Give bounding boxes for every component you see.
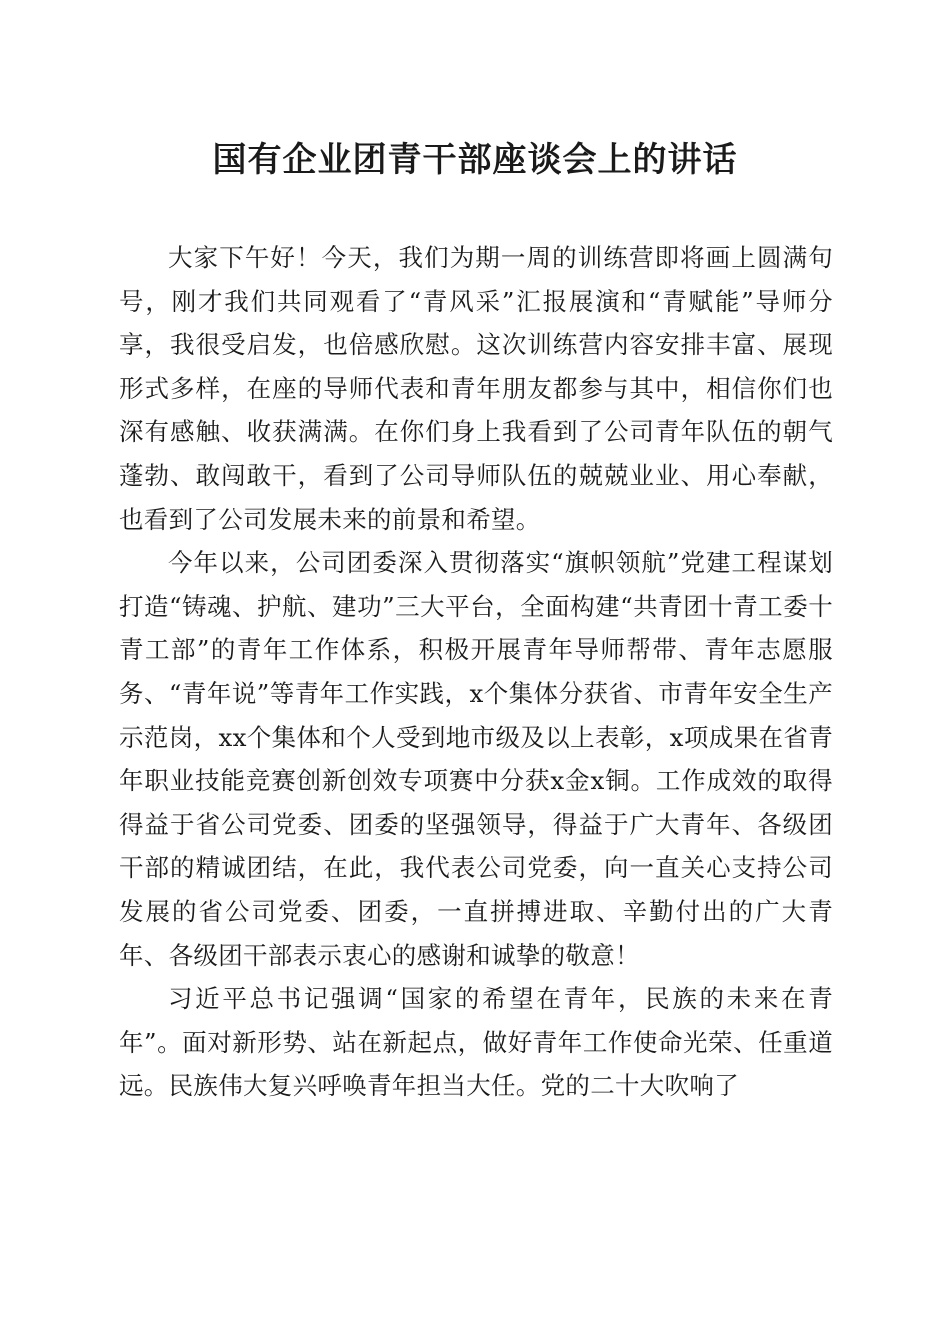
document-title: 国有企业团青干部座谈会上的讲话 — [212, 140, 738, 180]
document-body — [119, 236, 833, 1108]
paragraph-mission: 习近平总书记强调“国家的希望在青年，民族的未来在青年”。面对新形势、站在新起点，做好青年工作使命光荣、任重道远。民族伟大复兴呼唤青年担当大任。党的二十大吹响了 — [119, 984, 833, 1101]
paragraph-greeting: 大家下午好！今天，我们为期一周的训练营即将画上圆满句号，刚才我们共同观看了“青风采”汇报展演和“青赋能”导师分享，我很受启发，也倍感欣慰。这次训练营内容安排丰富、展现形式多样，在座的导师代表和青年朋友都参与其中，相信你们也深有感触、收获满满。在你们身上我看到了公司青年队伍的朝气蓬勃、敢闯敢干，看到了公司导师队伍的兢兢业业、用心奉献，也看到了公司发展未来的前景和希望。 — [119, 243, 833, 534]
paragraph-achievements: 今年以来，公司团委深入贯彻落实“旗帜领航”党建工程谋划打造“铸魂、护航、建功”三大平台，全面构建“共青团十青工委十青工部”的青年工作体系，积极开展青年导师帮带、青年志愿服务、“青年说”等青年工作实践，x个集体分获省、市青年安全生产示范岗，xx个集体和个人受到地市级及以上表彰，x项成果在省青年职业技能竞赛创新创效专项赛中分获x金x铜。工作成效的取得得益于省公司党委、团委的坚强领导，得益于广大青年、各级团干部的精诚团结，在此，我代表公司党委，向一直关心支持公司发展的省公司党委、团委，一直拼搏进取、辛勤付出的广大青年、各级团干部表示衷心的感谢和诚挚的敬意！ — [119, 548, 833, 970]
